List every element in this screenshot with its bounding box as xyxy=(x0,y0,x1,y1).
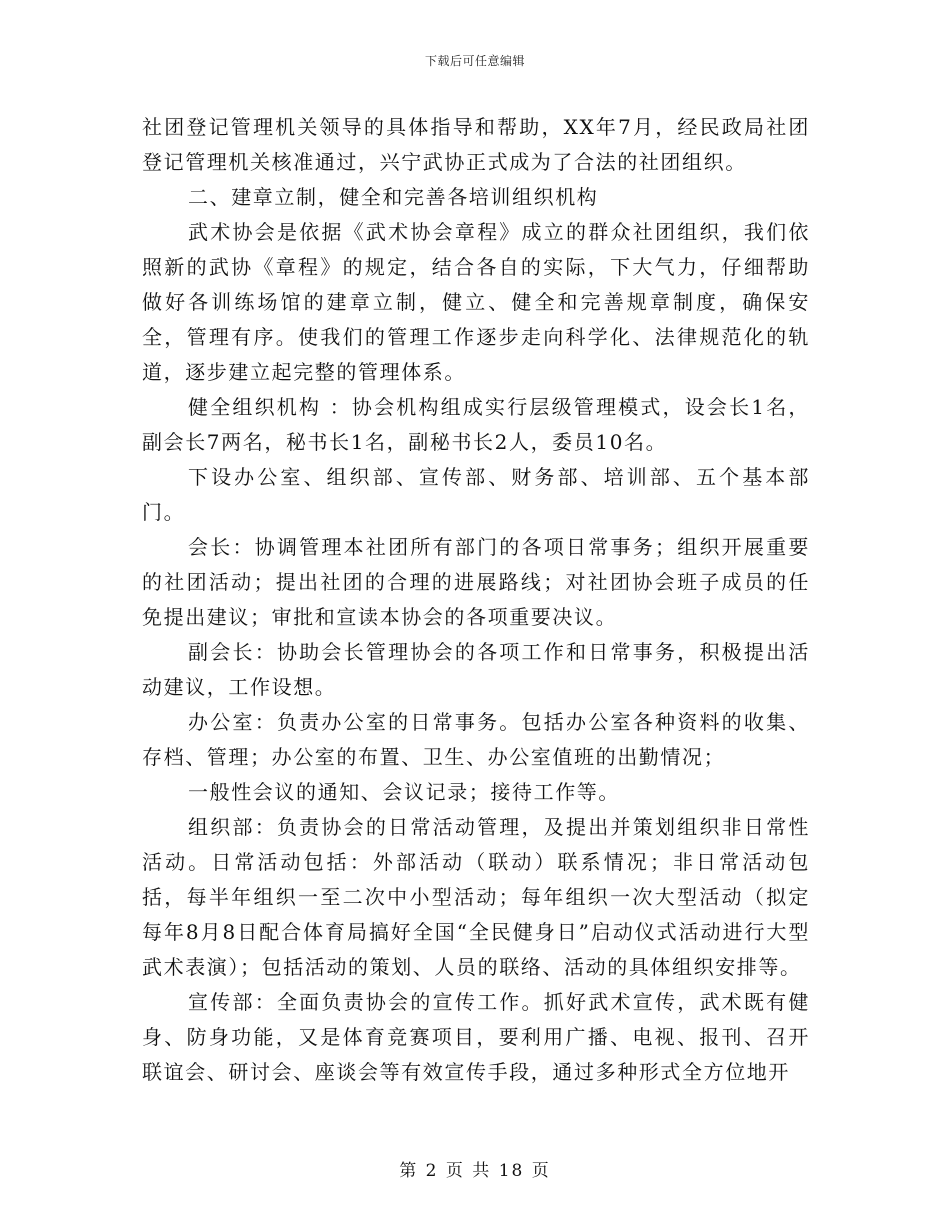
body-paragraph: 会长：协调管理本社团所有部门的各项日常事务；组织开展重要的社团活动；提出社团的合理的进展路线；对社团协会班子成员的任免提出建议；审批和宣读本协会的各项重要决议。 xyxy=(142,535,810,629)
body-paragraph: 组织部：负责协会的日常活动管理，及提出并策划组织非日常性活动。日常活动包括：外部活动（联动）联系情况；非日常活动包括，每半年组织一至二次中小型活动；每年组织一次大型活动（拟定每年8月8日配合体育局搞好全国“全民健身日”启动仪式活动进行大型武术表演）；包括活动的策划、人员的联络、活动的具体组织安排等。 xyxy=(142,815,810,979)
body-paragraph: 副会长：协助会长管理协会的各项工作和日常事务，积极提出活动建议，工作设想。 xyxy=(142,640,810,699)
body-paragraph: 宣传部：全面负责协会的宣传工作。抓好武术宣传，武术既有健身、防身功能，又是体育竞赛项目，要利用广播、电视、报刊、召开联谊会、研讨会、座谈会等有效宣传手段，通过多种形式全方位地开 xyxy=(142,990,810,1084)
section-heading: 二、建章立制，健全和完善各培训组织机构 xyxy=(188,185,599,209)
document-body xyxy=(142,110,810,1090)
body-paragraph: 办公室：负责办公室的日常事务。包括办公室各种资料的收集、存档、管理；办公室的布置、卫生、办公室值班的出勤情况； xyxy=(142,710,810,769)
body-paragraph: 一般性会议的通知、会议记录；接待工作等。 xyxy=(188,780,620,804)
body-paragraph: 社团登记管理机关领导的具体指导和帮助，XX年7月，经民政局社团登记管理机关核准通过，兴宁武协正式成为了合法的社团组织。 xyxy=(142,115,810,174)
page-header: 下载后可任意编辑 xyxy=(424,54,525,68)
body-paragraph: 健全组织机构 ：协会机构组成实行层级管理模式，设会长1名，副会长7两名，秘书长1名，副秘书长2人，委员10名。 xyxy=(142,395,810,454)
body-paragraph: 下设办公室、组织部、宣传部、财务部、培训部、五个基本部门。 xyxy=(142,465,810,524)
page-number-footer: 第 2 页 共 18 页 xyxy=(399,1161,551,1181)
body-paragraph: 武术协会是依据《武术协会章程》成立的群众社团组织，我们依照新的武协《章程》的规定，结合各自的实际，下大气力，仔细帮助做好各训练场馆的建章立制，健立、健全和完善规章制度，确保安全，管理有序。使我们的管理工作逐步走向科学化、法律规范化的轨道，逐步建立起完整的管理体系。 xyxy=(142,220,810,384)
